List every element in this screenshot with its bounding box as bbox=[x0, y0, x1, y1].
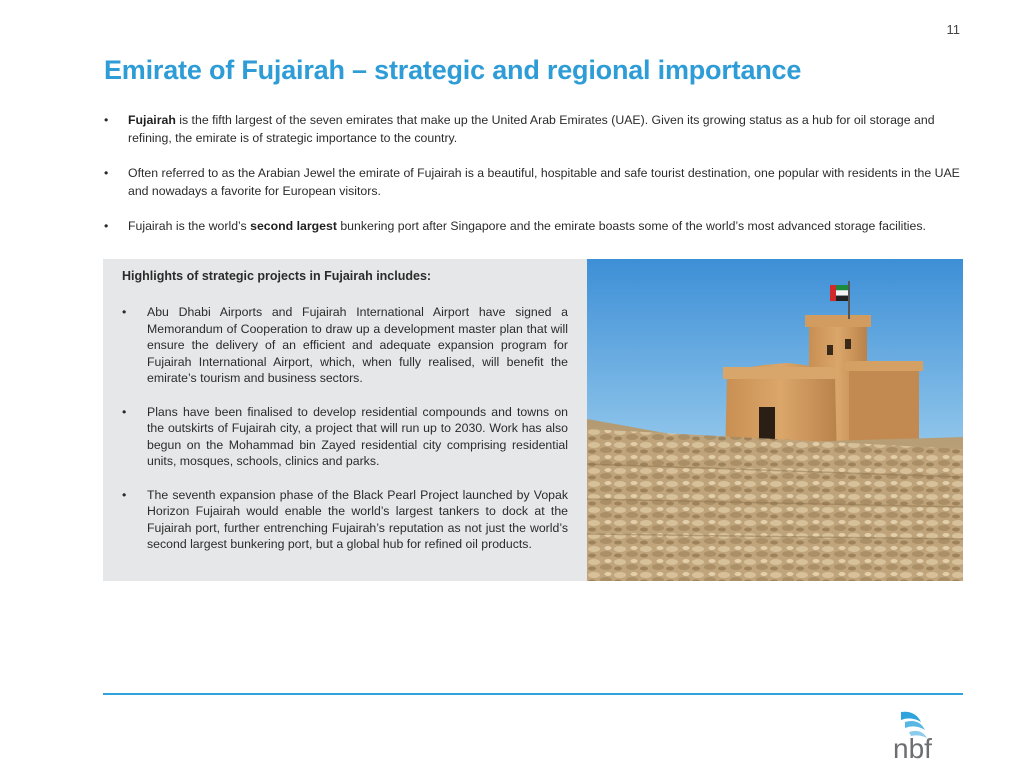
intro-item-1-bold: Fujairah bbox=[128, 113, 176, 127]
intro-item-2 bbox=[104, 164, 966, 200]
logo-text: nbf bbox=[893, 733, 932, 764]
highlight-item-1 bbox=[122, 304, 568, 387]
bullet: • bbox=[104, 219, 109, 233]
intro-item-3 bbox=[104, 217, 966, 235]
footer-rule bbox=[103, 693, 963, 695]
highlights-list bbox=[122, 304, 568, 570]
intro-item-3-text-after: bunkering port after Singapore and the emirate boasts some of the world’s most advanced storage facilities. bbox=[336, 219, 926, 233]
page-number: 11 bbox=[946, 22, 960, 37]
nbf-logo bbox=[891, 708, 963, 764]
highlight-item-3 bbox=[122, 487, 568, 553]
fort-photo bbox=[587, 259, 963, 581]
bullet: • bbox=[104, 113, 109, 127]
highlight-item-1-text: Abu Dhabi Airports and Fujairah International Airport have signed a Memorandum of Cooperation to draw up a development master plan that will ensure the delivery of an efficient and adequate expansion program for Fujairah International Airport, which, when fully realised, will benefit the emirate’s tourism and business sectors. bbox=[147, 305, 568, 385]
intro-item-1 bbox=[104, 111, 966, 147]
bullet: • bbox=[104, 166, 109, 180]
highlight-item-2 bbox=[122, 404, 568, 470]
highlights-heading: Highlights of strategic projects in Fujairah includes: bbox=[122, 269, 432, 283]
bullet: • bbox=[122, 487, 127, 502]
intro-item-1-text: is the fifth largest of the seven emirates that make up the United Arab Emirates (UAE). Given its growing status as a hub for oil storage and refining, the emirate is of strategic importance to the country. bbox=[128, 113, 935, 145]
intro-item-3-text-before: Fujairah is the world’s bbox=[128, 219, 251, 233]
intro-list bbox=[104, 111, 966, 252]
intro-item-2-text: Often referred to as the Arabian Jewel the emirate of Fujairah is a beautiful, hospitable and safe tourist destination, one popular with residents in the UAE and nowadays a favorite for European visitors. bbox=[128, 166, 960, 198]
intro-item-3-bold: second largest bbox=[250, 219, 337, 233]
bullet: • bbox=[122, 305, 127, 319]
page-title: Emirate of Fujairah – strategic and regional importance bbox=[104, 55, 802, 85]
highlight-item-3-text: The seventh expansion phase of the Black Pearl Project launched by Vopak Horizon Fujairah would enable the world’s largest tankers to dock at the Fujairah port, further entrenching Fujairah’s reputation as not just the world’s second largest bunkering port, but a global hub for refined oil products. bbox=[147, 487, 568, 551]
highlight-item-2-text: Plans have been finalised to develop residential compounds and towns on the outskirts of Fujairah city, a project that will run up to 2030. Work has also begun on the Mohammad bin Zayed residential city comprising residential units, mosques, schools, clinics and parks. bbox=[147, 404, 568, 468]
bullet: • bbox=[122, 404, 127, 419]
highlights-panel bbox=[103, 259, 587, 581]
